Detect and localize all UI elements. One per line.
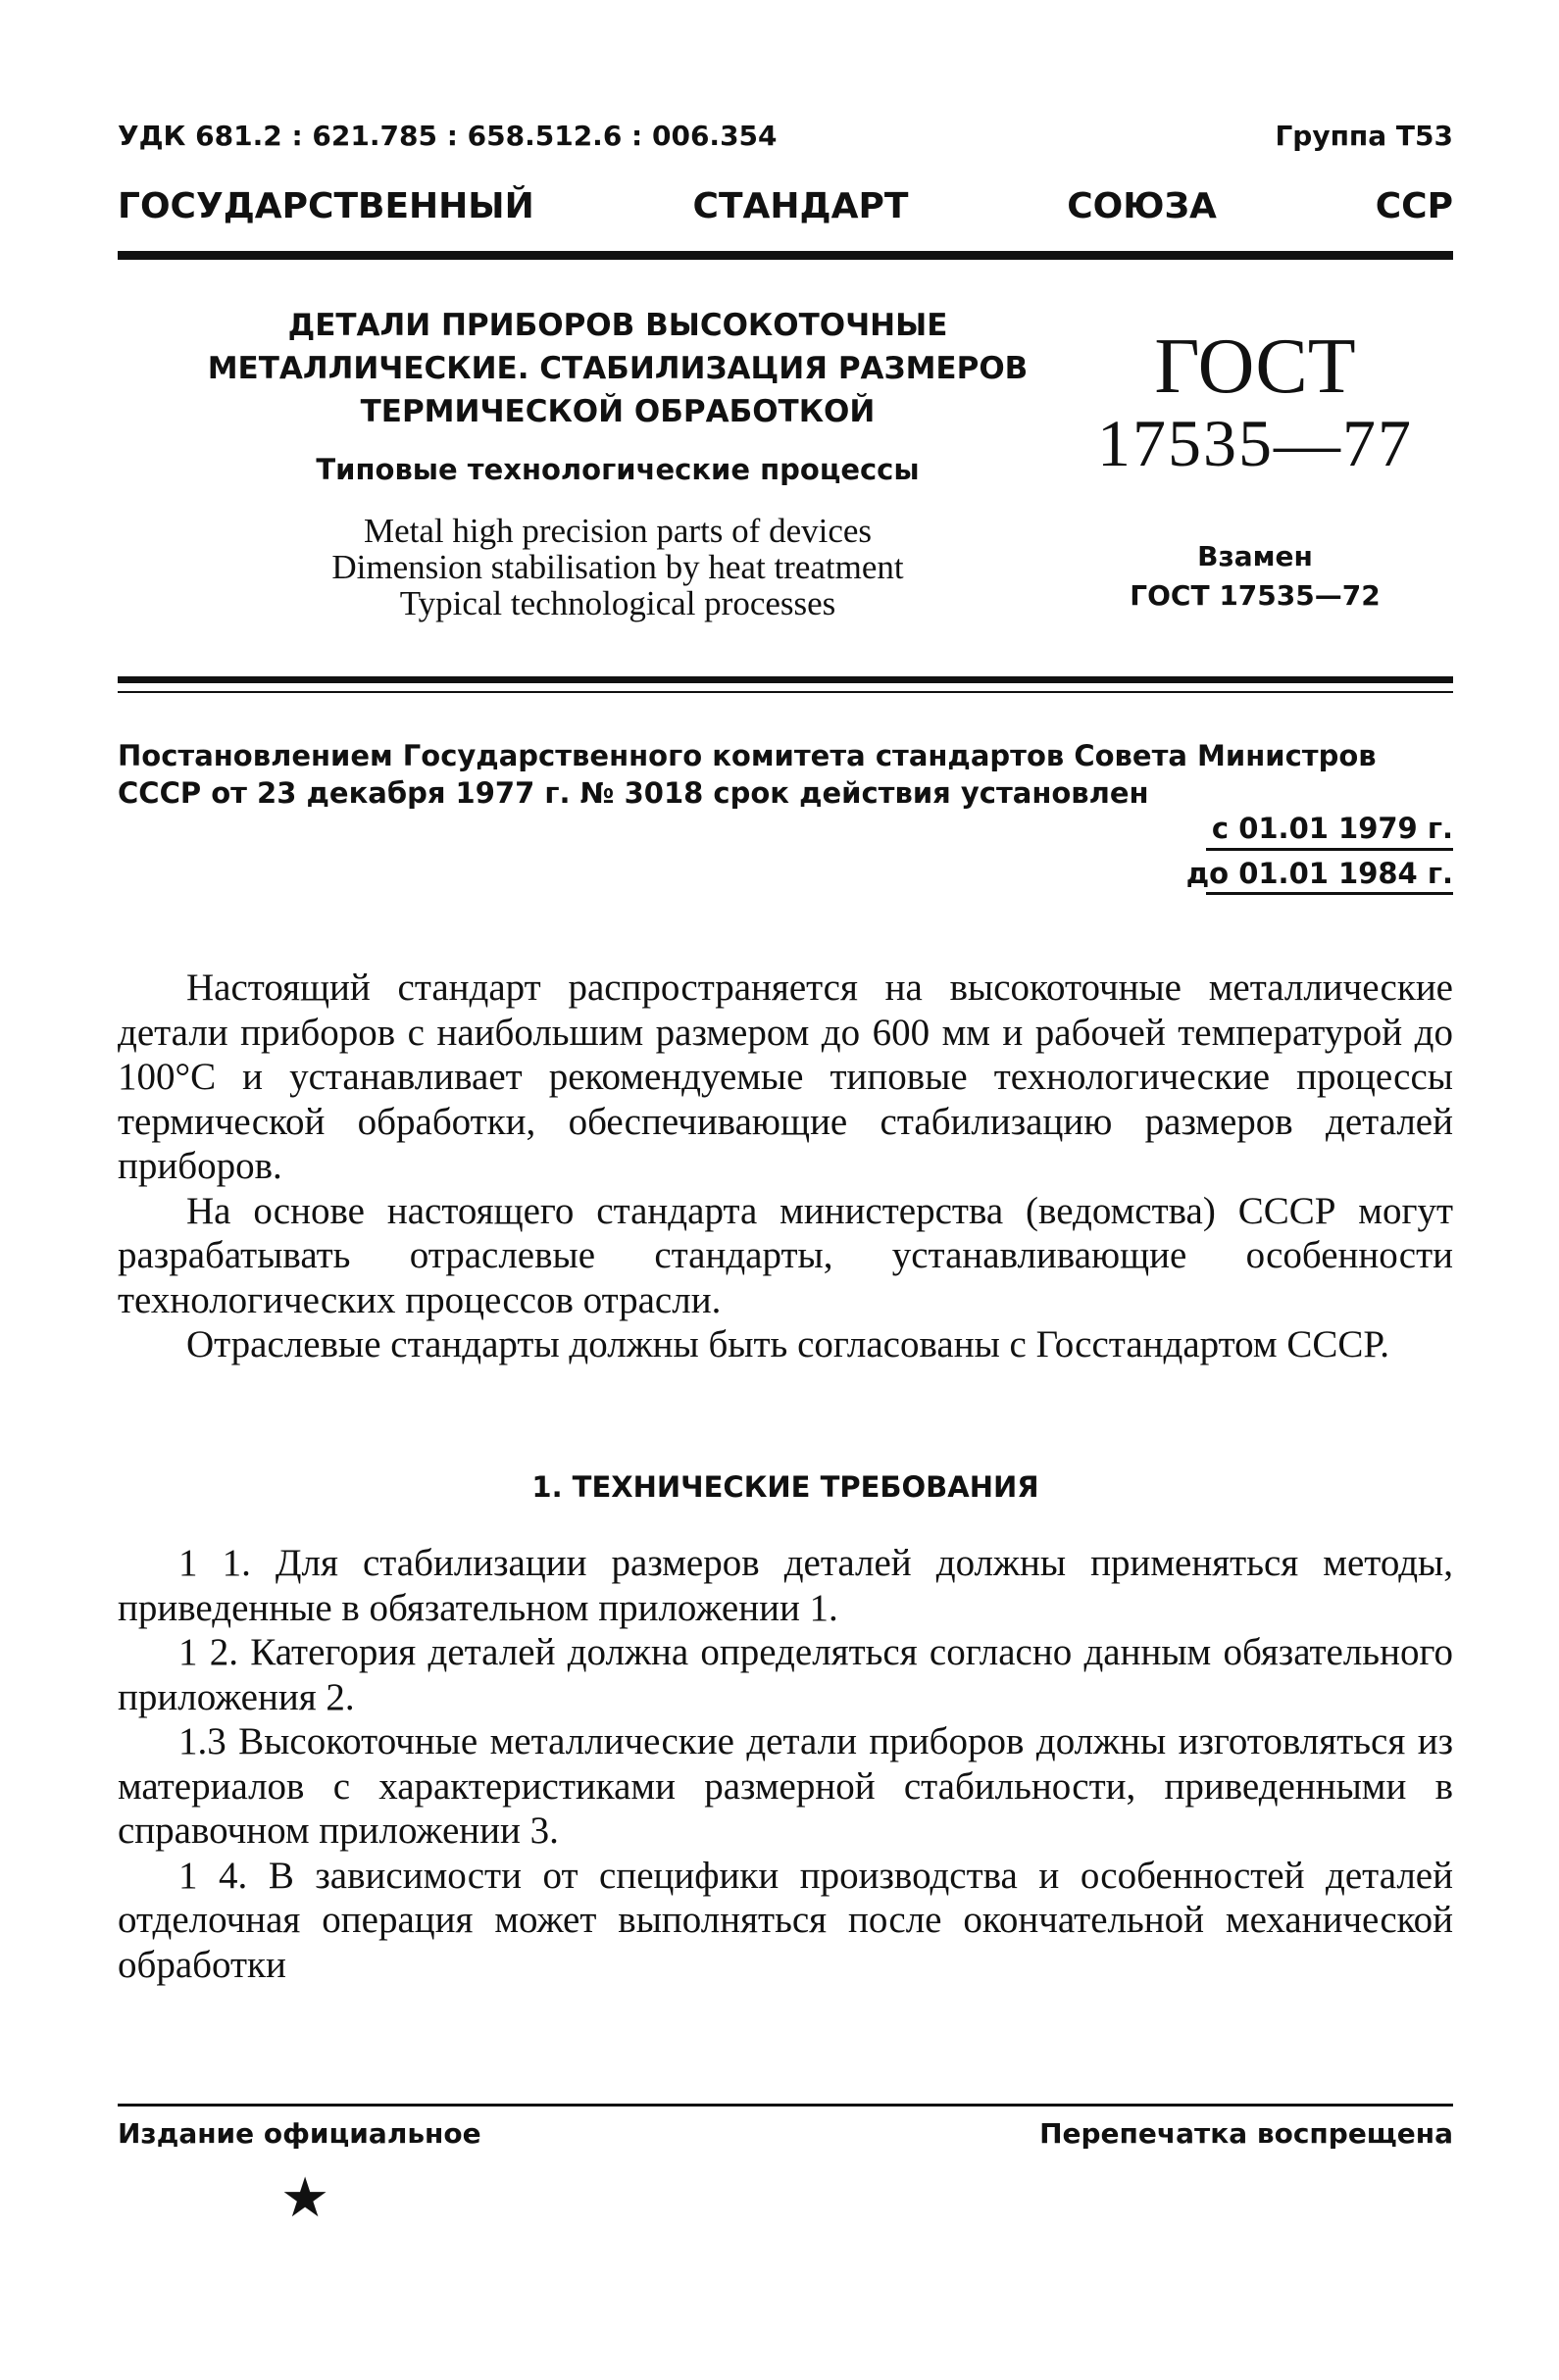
valid-to-date: до 01.01 1984 г. [1185, 857, 1453, 890]
reprint-prohibited-label: Перепечатка воспрещена [1039, 2117, 1453, 2150]
official-edition-label: Издание официальное [118, 2117, 481, 2150]
bottom-rule [118, 2104, 1453, 2107]
top-rule [118, 251, 1453, 260]
title-en-line: Dimension stabilisation by heat treatment [331, 548, 904, 586]
gost-number: 17535—77 [1097, 406, 1413, 480]
state-standard-word: СОЮЗА [1067, 186, 1217, 226]
requirement-item: 1 4. В зависимости от специфики производства и особенностей деталей отделочная операция может выполняться после окончательной механической обработки [118, 1854, 1453, 1986]
technical-requirements [118, 1541, 1453, 1987]
section-heading: 1. ТЕХНИЧЕСКИЕ ТРЕБОВАНИЯ [531, 1470, 1039, 1504]
requirement-item: 1 1. Для стабилизации размеров деталей должны применяться методы, приведенные в обязательном приложении 1. [118, 1542, 1453, 1629]
replaces-label: Взамен [1197, 540, 1313, 572]
valid-to-rule [1206, 892, 1453, 895]
replaces-value: ГОСТ 17535—72 [1130, 579, 1381, 612]
replaces-block [1079, 537, 1432, 616]
title-en-line: Typical technological processes [399, 584, 836, 622]
middle-rule-thin [118, 691, 1453, 693]
decree-text: Постановлением Государственного комитета стандартов Совета Министров СССР от 23 декабря 1977 г. № 3018 срок действия установлен [118, 739, 1377, 810]
subtitle-russian: Типовые технологические процессы [316, 453, 920, 486]
requirement-item: 1 2. Категория деталей должна определяться согласно данным обязательного приложения 2. [118, 1631, 1453, 1718]
valid-from-date: с 01.01 1979 г. [1211, 812, 1453, 845]
title-en-line: Metal high precision parts of devices [363, 512, 873, 550]
valid-from-rule [1206, 848, 1453, 851]
paragraph: Отраслевые стандарты должны быть согласованы с Госстандартом СССР. [186, 1323, 1389, 1365]
gost-label: ГОСТ [1154, 323, 1356, 410]
title-russian [196, 304, 1039, 433]
title-line: ДЕТАЛИ ПРИБОРОВ ВЫСОКОТОЧНЫЕ [287, 308, 948, 343]
middle-rule-thick [118, 676, 1453, 683]
title-line: ТЕРМИЧЕСКОЙ ОБРАБОТКОЙ [360, 394, 876, 429]
requirement-item: 1.3 Высокоточные металлические детали приборов должны изготовляться из материалов с характеристиками размерной стабильности, приведенными в справочном приложении 3. [118, 1720, 1453, 1852]
state-standard-word: ССР [1375, 186, 1453, 226]
paragraph: Настоящий стандарт распространяется на высокоточные металлические детали приборов с наибольшим размером до 600 мм и рабочей температурой до 100°С и устанавливает рекомендуемые типовые технологические процессы термической обработки, обеспечивающие стабилизацию размеров деталей приборов. [118, 967, 1453, 1187]
title-english [196, 513, 1039, 621]
group-code: Группа Т53 [1275, 120, 1453, 152]
introduction [118, 966, 1453, 1367]
star-icon: ★ [280, 2168, 330, 2229]
state-standard-heading [118, 186, 1453, 226]
state-standard-word: СТАНДАРТ [692, 186, 909, 226]
udc-code: УДК 681.2 : 621.785 : 658.512.6 : 006.354 [118, 120, 778, 152]
state-standard-word: ГОСУДАРСТВЕННЫЙ [118, 186, 534, 226]
title-line: МЕТАЛЛИЧЕСКИЕ. СТАБИЛИЗАЦИЯ РАЗМЕРОВ [207, 351, 1029, 386]
paragraph: На основе настоящего стандарта министерства (ведомства) СССР могут разрабатывать отраслевые стандарты, устанавливающие особенности технологических процессов отрасли. [118, 1189, 1453, 1321]
